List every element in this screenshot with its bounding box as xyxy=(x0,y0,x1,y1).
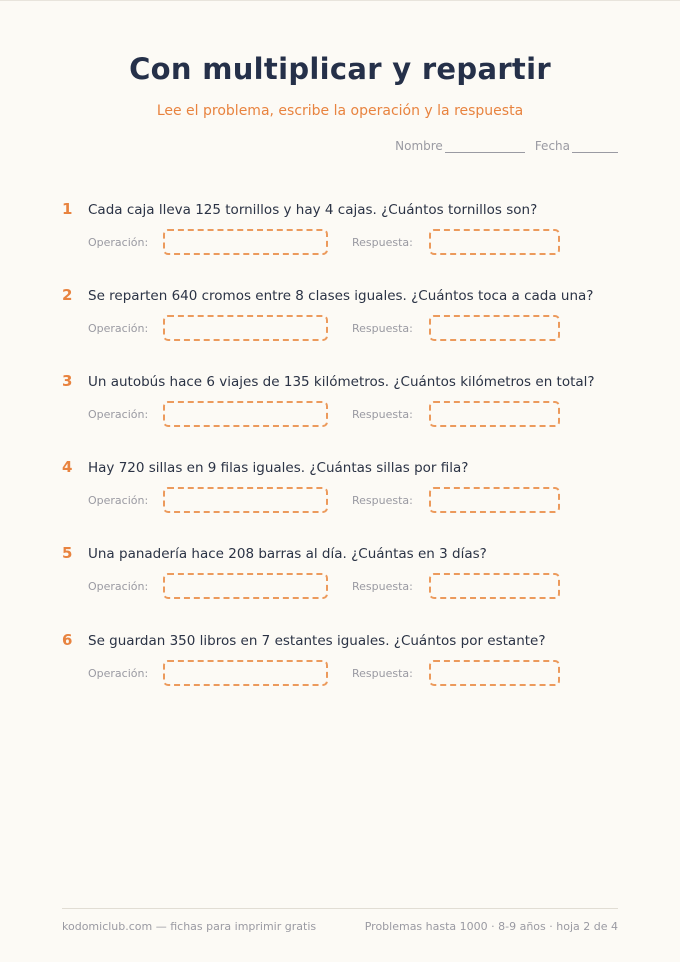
question-row xyxy=(62,544,487,562)
problem-3 xyxy=(62,372,622,458)
problem-number: 5 xyxy=(62,544,73,562)
answer-row xyxy=(88,573,622,601)
problem-2 xyxy=(62,286,622,372)
problem-number: 4 xyxy=(62,458,73,476)
question-row xyxy=(62,286,593,304)
answer-box[interactable] xyxy=(429,660,560,686)
operation-box[interactable] xyxy=(163,229,328,255)
problem-number: 6 xyxy=(62,631,73,649)
problem-number: 1 xyxy=(62,200,73,218)
answer-label: Respuesta: xyxy=(352,667,413,680)
operation-box[interactable] xyxy=(163,487,328,513)
answer-row xyxy=(88,401,622,429)
date-label: Fecha xyxy=(534,139,570,153)
answer-box[interactable] xyxy=(429,229,560,255)
operation-label: Operación: xyxy=(88,408,149,421)
answer-label: Respuesta: xyxy=(352,322,413,335)
name-date-fields xyxy=(395,139,618,153)
answer-box[interactable] xyxy=(429,487,560,513)
answer-label: Respuesta: xyxy=(352,494,413,507)
answer-box[interactable] xyxy=(429,315,560,341)
answer-label: Respuesta: xyxy=(352,408,413,421)
operation-box[interactable] xyxy=(163,660,328,686)
operation-label: Operación: xyxy=(88,322,149,335)
problem-text: Una panadería hace 208 barras al día. ¿Cuántas en 3 días? xyxy=(88,546,487,562)
answer-label: Respuesta: xyxy=(352,236,413,249)
problem-5 xyxy=(62,544,622,630)
problem-text: Hay 720 sillas en 9 filas iguales. ¿Cuántas sillas por fila? xyxy=(88,460,469,476)
problem-1 xyxy=(62,200,622,286)
operation-box[interactable] xyxy=(163,573,328,599)
operation-box[interactable] xyxy=(163,401,328,427)
top-divider xyxy=(0,0,680,1)
problem-text: Cada caja lleva 125 tornillos y hay 4 cajas. ¿Cuántos tornillos son? xyxy=(88,202,538,218)
answer-row xyxy=(88,660,622,688)
answer-label: Respuesta: xyxy=(352,580,413,593)
date-line[interactable] xyxy=(572,140,618,153)
page-title: Con multiplicar y repartir xyxy=(129,52,551,86)
question-row xyxy=(62,631,546,649)
answer-box[interactable] xyxy=(429,573,560,599)
question-row xyxy=(62,200,537,218)
name-line[interactable] xyxy=(445,140,525,153)
operation-label: Operación: xyxy=(88,580,149,593)
operation-box[interactable] xyxy=(163,315,328,341)
problem-number: 3 xyxy=(62,372,73,390)
problem-6 xyxy=(62,631,622,717)
problem-text: Se guardan 350 libros en 7 estantes iguales. ¿Cuántos por estante? xyxy=(88,633,546,649)
problem-text: Un autobús hace 6 viajes de 135 kilómetros. ¿Cuántos kilómetros en total? xyxy=(88,374,595,390)
problem-number: 2 xyxy=(62,286,73,304)
footer-divider xyxy=(62,908,618,909)
page-subtitle: Lee el problema, escribe la operación y la respuesta xyxy=(156,103,524,119)
name-label: Nombre xyxy=(395,139,443,153)
answer-box[interactable] xyxy=(429,401,560,427)
operation-label: Operación: xyxy=(88,494,149,507)
problem-text: Se reparten 640 cromos entre 8 clases iguales. ¿Cuántos toca a cada una? xyxy=(88,288,594,304)
question-row xyxy=(62,372,595,390)
operation-label: Operación: xyxy=(88,236,149,249)
question-row xyxy=(62,458,468,476)
footer-sheet-info: Problemas hasta 1000 · 8-9 años · hoja 2 de 4 xyxy=(364,920,618,933)
operation-label: Operación: xyxy=(88,667,149,680)
problem-4 xyxy=(62,458,622,544)
footer-site: kodomiclub.com — fichas para imprimir gratis xyxy=(62,920,317,933)
answer-row xyxy=(88,487,622,515)
answer-row xyxy=(88,315,622,343)
answer-row xyxy=(88,229,622,257)
